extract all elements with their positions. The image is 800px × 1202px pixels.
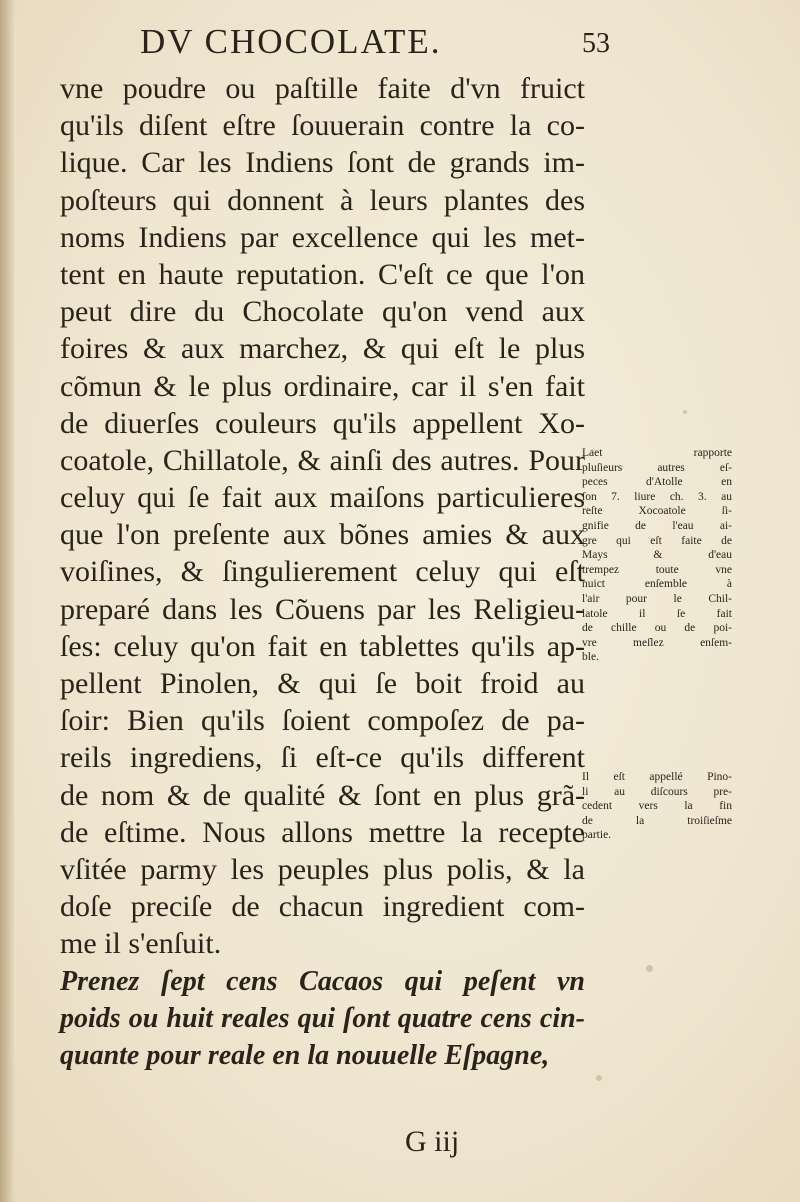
margin-note-line: vre meſlez enſem- bbox=[582, 636, 732, 649]
text-line: de diuerſes couleurs qu'ils appellent Xo- bbox=[60, 406, 585, 440]
page-header bbox=[140, 22, 610, 72]
margin-note-line: nuict enſemble à bbox=[582, 578, 732, 591]
page-number: 53 bbox=[582, 28, 610, 59]
ink-spot bbox=[683, 410, 687, 414]
margin-note-line: peces d'Atolle en bbox=[582, 476, 732, 489]
margin-note-line: latole il ſe fait bbox=[582, 607, 732, 620]
margin-note-line: ſon 7. liure ch. 3. au bbox=[582, 490, 732, 503]
text-line: ſoir: Bien qu'ils ſoient compoſez de pa- bbox=[60, 704, 585, 738]
margin-note-pinoli bbox=[582, 770, 732, 843]
margin-note-line: Laet rapporte bbox=[582, 447, 732, 459]
text-line: celuy qui ſe fait aux maiſons particulieres bbox=[60, 481, 585, 515]
text-line: preparé dans les Cõuens par les Religieu- bbox=[60, 592, 585, 626]
text-line: noms Indiens par excellence qui les met- bbox=[60, 220, 585, 254]
text-line: de eſtime. Nous allons mettre la recepte bbox=[60, 815, 585, 849]
ink-spot bbox=[646, 965, 653, 972]
ink-spot bbox=[596, 1075, 602, 1081]
page-gutter bbox=[0, 0, 14, 1202]
text-line: doſe preciſe de chacun ingredient com- bbox=[60, 890, 585, 924]
text-line: lique. Car les Indiens ſont de grands im- bbox=[60, 146, 585, 180]
signature-mark: G iij bbox=[405, 1125, 460, 1158]
main-text-block bbox=[60, 70, 585, 1074]
text-line: que l'on preſente aux bõnes amies & aux bbox=[60, 518, 585, 552]
margin-note-line: de la troiſieſme bbox=[582, 814, 732, 827]
text-line: foires & aux marchez, & qui eſt le plus bbox=[60, 332, 585, 366]
text-line: qu'ils diſent eſtre ſouuerain contre la co- bbox=[60, 109, 585, 143]
text-line: de nom & de qualité & ſont en plus grã- bbox=[60, 778, 585, 812]
text-line: reils ingrediens, ſi eſt-ce qu'ils different bbox=[60, 741, 585, 775]
margin-note-laet bbox=[582, 446, 732, 665]
text-line: cõmun & le plus ordinaire, car il s'en fait bbox=[60, 369, 585, 403]
recipe-line: poids ou huit reales qui ſont quatre cens cin- bbox=[60, 1002, 585, 1034]
margin-note-line: trempez toute vne bbox=[582, 563, 732, 576]
running-title: DV CHOCOLATE. bbox=[140, 22, 442, 61]
margin-note-line: l'air pour le Chil- bbox=[582, 592, 732, 605]
margin-note-line: gre qui eſt faite de bbox=[582, 534, 732, 547]
text-line: ſes: celuy qu'on fait en tablettes qu'ils ap- bbox=[60, 629, 585, 663]
margin-note-line: de chille ou de poi- bbox=[582, 622, 732, 635]
text-line: tent en haute reputation. C'eſt ce que l'on bbox=[60, 257, 585, 291]
text-line: vſitée parmy les peuples plus polis, & la bbox=[60, 852, 585, 886]
recipe-line: quante pour reale en la nouuelle Eſpagne, bbox=[60, 1039, 550, 1071]
text-line: coatole, Chillatole, & ainſi des autres. Pour bbox=[60, 443, 585, 477]
text-line: peut dire du Chocolate qu'on vend aux bbox=[60, 295, 585, 329]
margin-note-line: cedent vers la fin bbox=[582, 800, 732, 813]
margin-note-line: li au diſcours pre- bbox=[582, 785, 732, 798]
margin-note-line: gnifie de l'eau ai- bbox=[582, 519, 732, 532]
margin-note-line: partie. bbox=[582, 829, 612, 842]
margin-note-line: ble. bbox=[582, 651, 599, 664]
margin-note-line: Mays & d'eau bbox=[582, 549, 732, 562]
text-line: voiſines, & ſingulierement celuy qui eſt bbox=[60, 555, 585, 589]
margin-note-line: Il eſt appellé Pino- bbox=[582, 771, 732, 783]
text-line: poſteurs qui donnent à leurs plantes des bbox=[60, 183, 585, 217]
text-line: vne poudre ou paſtille faite d'vn fruict bbox=[60, 72, 585, 105]
margin-note-line: reſte Xocoatole ſi- bbox=[582, 505, 732, 518]
recipe-line: Prenez ſept cens Cacaos qui peſent vn bbox=[60, 965, 585, 997]
margin-note-line: pluſieurs autres eſ- bbox=[582, 461, 732, 474]
text-line: pellent Pinolen, & qui ſe boit froid au bbox=[60, 667, 585, 700]
text-line: me il s'enſuit. bbox=[60, 927, 222, 961]
